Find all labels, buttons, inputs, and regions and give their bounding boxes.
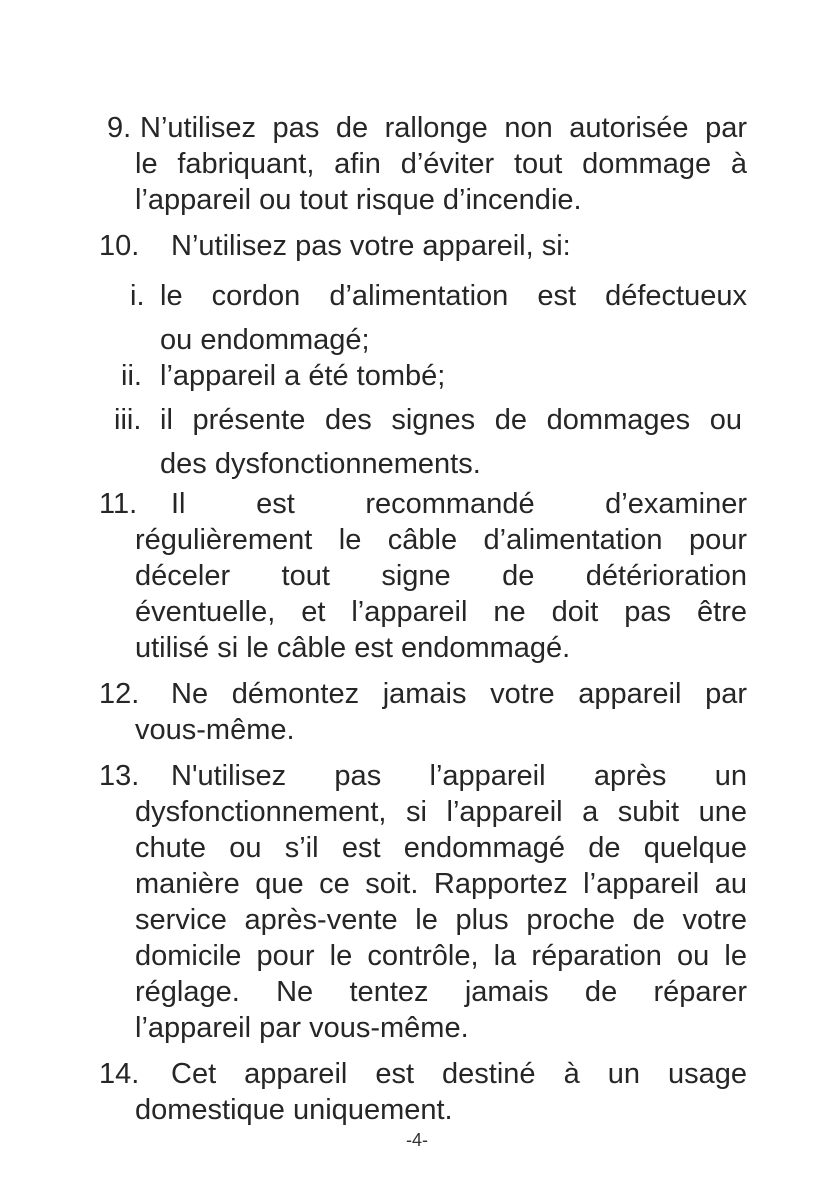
item-text-line: N’utilisez pas de rallonge non autorisée par — [140, 112, 747, 144]
item-text-line: éventuelle, et l’appareil ne doit pas être — [135, 596, 747, 628]
item-text-line: le fabriquant, afin d’éviter tout dommage à — [135, 148, 747, 180]
item-text-line: utilisé si le câble est endommagé. — [135, 632, 571, 664]
item-text-line: domestique uniquement. — [135, 1094, 453, 1126]
sub-item-text-line: le cordon d’alimentation est défectueux — [160, 280, 747, 312]
page-number: -4- — [406, 1130, 428, 1150]
item-text-line: vous-même. — [135, 714, 295, 746]
sub-item-number: iii. — [114, 404, 142, 436]
item-number: 13. — [99, 760, 140, 792]
sub-item-text-line: l’appareil a été tombé; — [160, 360, 446, 392]
item-text-line: régulièrement le câble d’alimentation pour — [135, 524, 747, 556]
item-text-line: service après-vente le plus proche de votre — [135, 904, 747, 936]
item-text-line: déceler tout signe de détérioration — [135, 560, 747, 592]
item-text-line: réglage. Ne tentez jamais de réparer — [135, 976, 747, 1008]
item-text-line: dysfonctionnement, si l’appareil a subit une — [135, 796, 747, 828]
item-text-line: Cet appareil est destiné à un usage — [171, 1058, 747, 1090]
item-text-line: manière que ce soit. Rapportez l’appareil au — [135, 868, 747, 900]
item-text-line: N'utilisez pas l’appareil après un — [171, 760, 747, 792]
sub-item-text-line: ou endommagé; — [160, 324, 370, 356]
sub-item-number: i. — [130, 280, 145, 312]
item-text-line: l’appareil ou tout risque d’incendie. — [135, 184, 582, 216]
item-number: 12. — [99, 678, 140, 710]
item-number: 10. — [99, 230, 140, 262]
item-number: 9. — [107, 112, 132, 144]
item-text-line: N’utilisez pas votre appareil, si: — [171, 230, 571, 262]
item-number: 11. — [99, 488, 138, 520]
sub-item-number: ii. — [121, 360, 142, 392]
item-text-line: domicile pour le contrôle, la réparation ou le — [135, 940, 747, 972]
sub-item-text-line: des dysfonctionnements. — [160, 448, 481, 480]
item-text-line: chute ou s’il est endommagé de quelque — [135, 832, 747, 864]
sub-item-text-line: il présente des signes de dommages ou — [160, 404, 742, 436]
item-text-line: Ne démontez jamais votre appareil par — [171, 678, 747, 710]
item-text-line: Il est recommandé d’examiner — [171, 488, 747, 520]
item-number: 14. — [99, 1058, 140, 1090]
item-text-line: l’appareil par vous-même. — [135, 1012, 469, 1044]
